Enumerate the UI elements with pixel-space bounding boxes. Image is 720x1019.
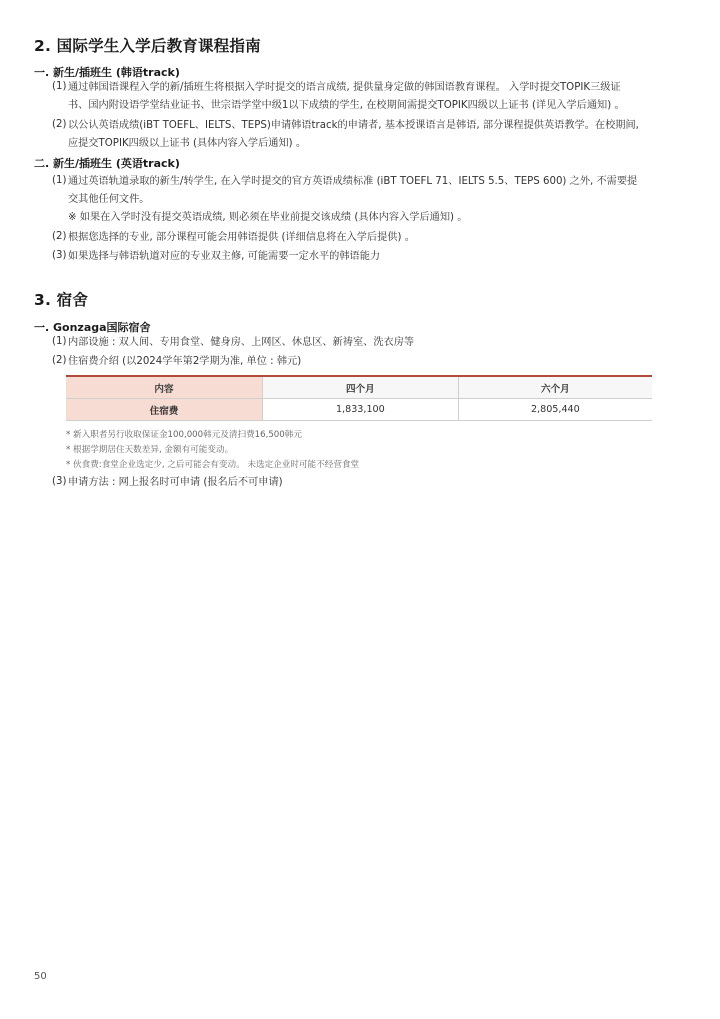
footnote: * 伙食费:食堂企业选定少, 之后可能会有变动。 未选定企业时可能不经营食堂 <box>66 460 360 470</box>
item-number: (3) <box>52 250 67 261</box>
paragraph-line: 书、国内附设语学堂结业证书、世宗语学堂中级1以下成绩的学生, 在校期间需提交TOPIK四级以上证书 (详见入学后通知) 。 <box>68 100 625 111</box>
item-number: (3) <box>52 476 67 487</box>
paragraph-line: 应提交TOPIK四级以上证书 (具体内容入学后通知) 。 <box>68 138 307 149</box>
paragraph-line: 以公认英语成绩(iBT TOEFL、IELTS、TEPS)申请韩语track的申请者, 基本授课语言是韩语, 部分课程提供英语教学。在校期间, <box>68 120 639 131</box>
section-3-sub-1-title: 一. Gonzaga国际宿舍 <box>34 321 151 334</box>
paragraph-line: 申请方法 : 网上报名时可申请 (报名后不可申请) <box>68 477 283 488</box>
section-2-title: 2. 国际学生入学后教育课程指南 <box>34 37 261 55</box>
paragraph-line: 通过韩国语课程入学的新/插班生将根据入学时提交的语言成绩, 提供量身定做的韩国语教育课程。 入学时提交TOPIK三级证 <box>68 82 621 93</box>
section-2-sub-2-title: 二. 新生/插班生 (英语track) <box>34 157 180 170</box>
paragraph-line: 内部设施 : 双人间、专用食堂、健身房、上网区、休息区、新祷室、洗衣房等 <box>68 337 415 348</box>
table-header-cell: 六个月 <box>458 376 652 399</box>
table-row-label: 住宿费 <box>66 399 263 421</box>
page-number: 50 <box>34 971 47 982</box>
item-number: (1) <box>52 175 67 186</box>
footnote: * 新入职者另行收取保证金100,000韩元及清扫费16,500韩元 <box>66 430 302 440</box>
table-row <box>66 399 652 421</box>
paragraph-line: 根据您选择的专业, 部分课程可能会用韩语提供 (详细信息将在入学后提供) 。 <box>68 232 415 243</box>
item-number: (1) <box>52 81 67 92</box>
section-3-title: 3. 宿舍 <box>34 291 89 309</box>
table-header-row <box>66 376 652 399</box>
paragraph-line: 住宿费介绍 (以2024学年第2学期为准, 单位 : 韩元) <box>68 356 302 367</box>
table-header-cell: 内容 <box>66 376 263 399</box>
table-cell: 1,833,100 <box>263 399 459 421</box>
paragraph-line: 如果选择与韩语轨道对应的专业双主修, 可能需要一定水平的韩语能力 <box>68 251 381 262</box>
section-2-sub-1-title: 一. 新生/插班生 (韩语track) <box>34 66 180 79</box>
table-header-cell: 四个月 <box>263 376 459 399</box>
item-number: (2) <box>52 119 67 130</box>
paragraph-line: 交其他任何文件。 <box>68 194 150 205</box>
dorm-fee-table <box>66 375 652 421</box>
table-cell: 2,805,440 <box>458 399 652 421</box>
paragraph-line: 通过英语轨道录取的新生/转学生, 在入学时提交的官方英语成绩标准 (iBT TOEFL 71、IELTS 5.5、TEPS 600) 之外, 不需要提 <box>68 176 638 187</box>
item-number: (2) <box>52 231 67 242</box>
item-number: (1) <box>52 336 67 347</box>
paragraph-line: ※ 如果在入学时没有提交英语成绩, 则必须在毕业前提交该成绩 (具体内容入学后通知) 。 <box>68 212 468 223</box>
footnote: * 根据学期居住天数差异, 金额有可能变动。 <box>66 445 234 455</box>
item-number: (2) <box>52 355 67 366</box>
